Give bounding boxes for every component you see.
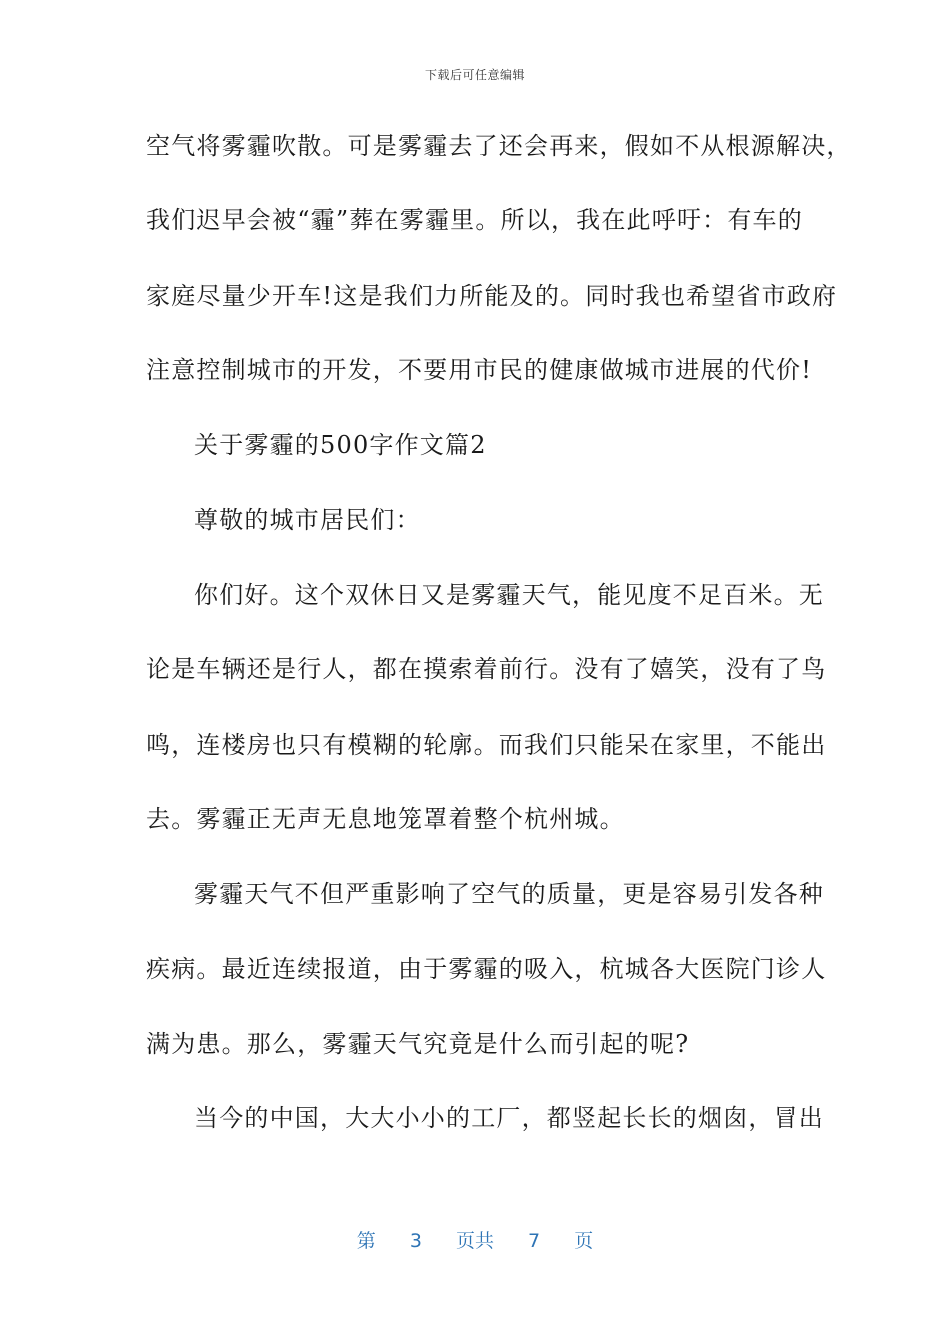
salutation: 尊敬的城市居民们： — [194, 506, 421, 534]
body-line: 论是车辆还是行人，都在摸索着前行。没有了嬉笑，没有了鸟 — [146, 655, 827, 683]
body-line: 你们好。这个双休日又是雾霾天气，能见度不足百米。无 — [194, 581, 824, 609]
body-line: 去。雾霾正无声无息地笼罩着整个杭州城。 — [146, 805, 625, 833]
total-pages-number: 7 — [528, 1230, 541, 1252]
body-line: 我们迟早会被“霾”葬在雾霾里。所以，我在此呼吁：有车的 — [146, 206, 803, 234]
body-line: 满为患。那么，雾霾天气究竟是什么而引起的呢? — [146, 1030, 690, 1058]
body-line: 空气将雾霾吹散。可是雾霾去了还会再来，假如不从根源解决， — [146, 132, 852, 160]
body-line: 鸣，连楼房也只有模糊的轮廓。而我们只能呆在家里，不能出 — [146, 731, 827, 759]
page-number-footer — [0, 1226, 950, 1253]
page-header: 下载后可任意编辑 — [424, 68, 525, 82]
body-line: 注意控制城市的开发，不要用市民的健康做城市进展的代价! — [146, 356, 813, 384]
section-heading: 关于雾霾的500字作文篇2 — [194, 431, 487, 459]
current-page-number: 3 — [409, 1230, 422, 1252]
body-line: 雾霾天气不但严重影响了空气的质量，更是容易引发各种 — [194, 880, 824, 908]
page-label-prefix: 第 — [356, 1230, 376, 1252]
body-line: 家庭尽量少开车!这是我们力所能及的。同时我也希望省市政府 — [146, 282, 838, 310]
body-line: 当今的中国，大大小小的工厂，都竖起长长的烟囱，冒出 — [194, 1104, 824, 1132]
page-label-middle: 页共 — [455, 1230, 494, 1252]
page-label-suffix: 页 — [574, 1230, 594, 1252]
body-line: 疾病。最近连续报道，由于雾霾的吸入，杭城各大医院门诊人 — [146, 955, 827, 983]
